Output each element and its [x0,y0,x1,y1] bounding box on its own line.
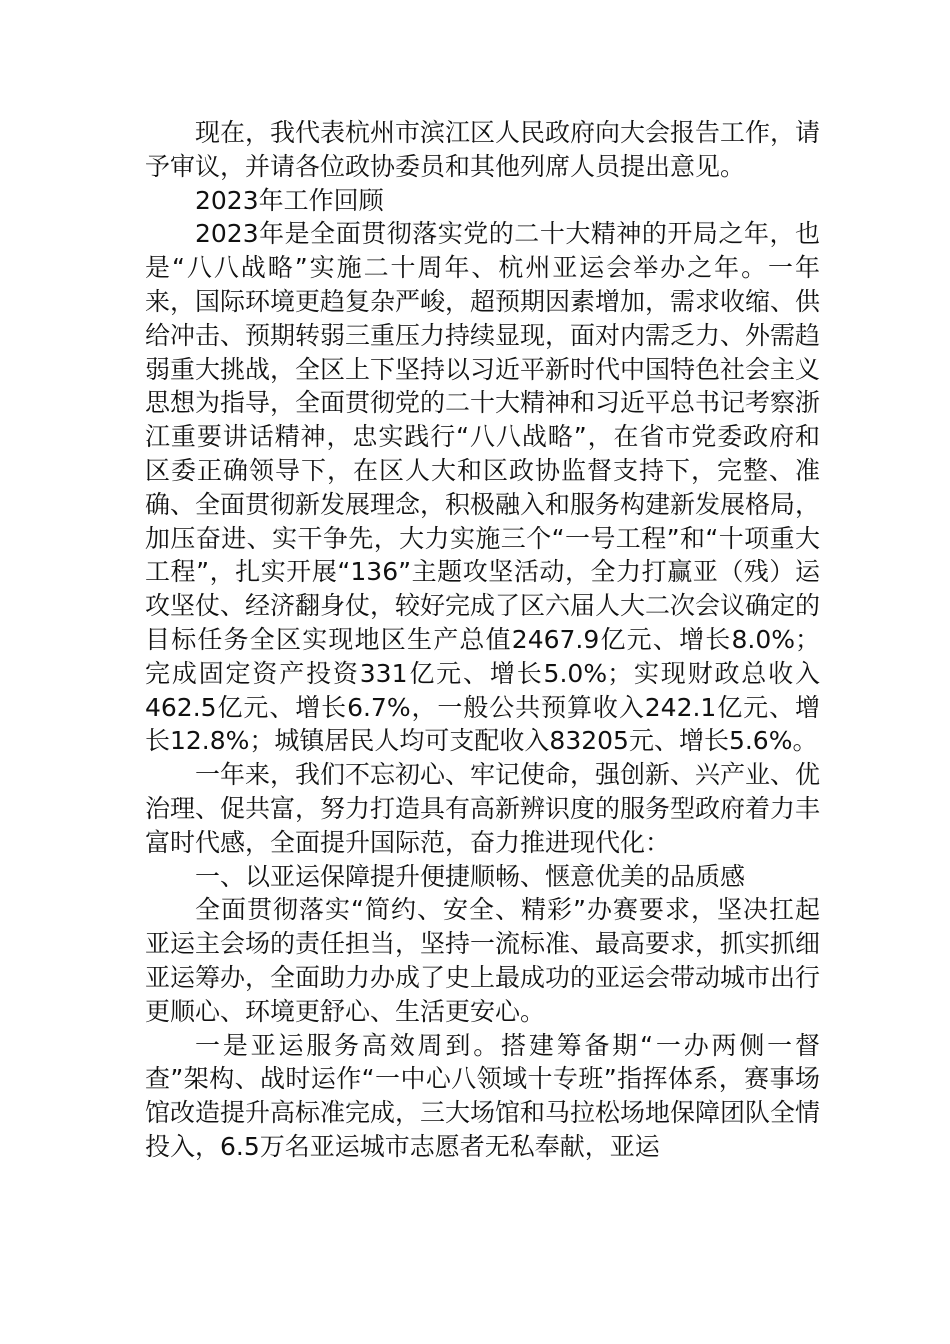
section-heading-review: 2023年工作回顾 [195,185,384,215]
paragraph-summary: 一年来，我们不忘初心、牢记使命，强创新、兴产业、优治理、促共富，努力打造具有高新辨识度的服务型政府着力丰富时代感，全面提升国际范，奋力推进现代化： [145,760,821,857]
section-heading-asian-games: 一、以亚运保障提升便捷顺畅、惬意优美的品质感 [195,861,746,891]
paragraph-asian-games: 全面贯彻落实“简约、安全、精彩”办赛要求，坚决扛起亚运主会场的责任担当，坚持一流标准、最高要求，抓实抓细亚运筹办，全面助力办成了史上最成功的亚运会带动城市出行更顺心、环境更舒心、生活更安心。 [145,895,821,1026]
paragraph-overview: 2023年是全面贯彻落实党的二十大精神的开局之年，也是“八八战略”实施二十周年、杭州亚运会举办之年。一年来，国际环境更趋复杂严峻，超预期因素增加，需求收缩、供给冲击、预期转弱三重压力持续显现，面对内需乏力、外需趋弱重大挑战，全区上下坚持以习近平新时代中国特色社会主义思想为指导，全面贯彻党的二十大精神和习近平总书记考察浙江重要讲话精神，忠实践行“八八战略”，在省市党委政府和区委正确领导下，在区人大和区政协监督支持下，完整、准确、全面贯彻新发展理念，积极融入和服务构建新发展格局，加压奋进、实干争先，大力实施三个“一号工程”和“十项重大工程”，扎实开展“136”主题攻坚活动，全力打赢亚（残）运攻坚仗、经济翻身仗，较好完成了区六届人大二次会议确定的目标任务全区实现地区生产总值2467.9亿元、增长8.0%；完成固定资产投资331亿元、增长5.0%；实现财政总收入462.5亿元、增长6.7%，一般公共预算收入242.1亿元、增长12.8%；城镇居民人均可支配收入83205元、增长5.6%。 [145,219,821,756]
paragraph-services: 一是亚运服务高效周到。搭建筹备期“一办两侧一督查”架构、战时运作“一中心八领域十专班”指挥体系，赛事场馆改造提升高标准完成，三大场馆和马拉松场地保障团队全情投入，6.5万名亚运城市志愿者无私奉献，亚运 [145,1030,821,1161]
paragraph-intro: 现在，我代表杭州市滨江区人民政府向大会报告工作，请予审议，并请各位政协委员和其他列席人员提出意见。 [145,118,821,181]
document-body [145,116,820,1164]
